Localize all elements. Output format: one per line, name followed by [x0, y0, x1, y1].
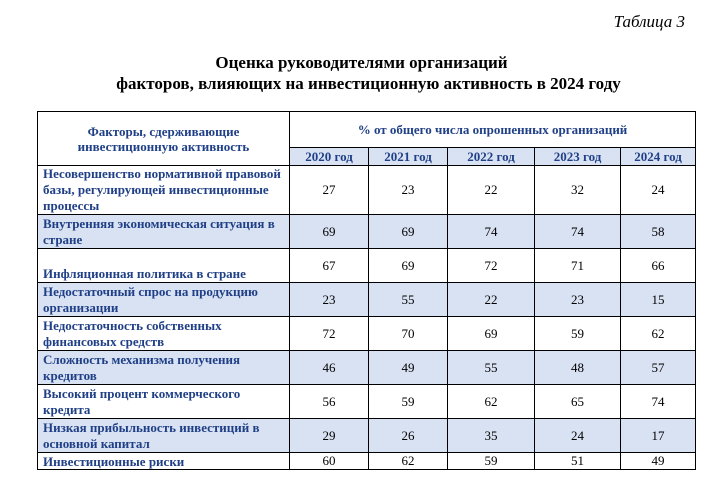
value-cell: 74	[621, 385, 696, 419]
year-header: 2020 год	[290, 148, 369, 166]
value-cell: 24	[535, 419, 621, 453]
document-title	[0, 52, 723, 94]
value-cell: 46	[290, 351, 369, 385]
factor-cell: Инвестиционные риски	[38, 453, 290, 470]
value-cell: 27	[290, 166, 369, 215]
value-cell: 49	[369, 351, 448, 385]
year-header: 2021 год	[369, 148, 448, 166]
value-cell: 69	[290, 215, 369, 249]
title-line-2: факторов, влияющих на инвестиционную активность в 2024 году	[116, 74, 621, 93]
value-cell: 72	[448, 249, 535, 283]
factor-cell: Низкая прибыльность инвестиций в основной капитал	[38, 419, 290, 453]
factors-table	[37, 111, 696, 470]
factor-cell: Недостаточность собственных финансовых средств	[38, 317, 290, 351]
table-row	[38, 453, 696, 470]
value-cell: 59	[448, 453, 535, 470]
value-cell: 23	[290, 283, 369, 317]
factor-cell: Недостаточный спрос на продукцию организации	[38, 283, 290, 317]
factor-column-header: Факторы, сдерживающие инвестиционную активность	[38, 112, 290, 166]
table-row	[38, 215, 696, 249]
value-cell: 59	[535, 317, 621, 351]
factor-cell: Инфляционная политика в стране	[38, 249, 290, 283]
table-row	[38, 419, 696, 453]
value-cell: 74	[448, 215, 535, 249]
value-cell: 74	[535, 215, 621, 249]
year-header: 2022 год	[448, 148, 535, 166]
value-cell: 48	[535, 351, 621, 385]
value-cell: 35	[448, 419, 535, 453]
value-cell: 69	[448, 317, 535, 351]
table-row	[38, 283, 696, 317]
value-cell: 15	[621, 283, 696, 317]
value-cell: 71	[535, 249, 621, 283]
value-cell: 60	[290, 453, 369, 470]
title-line-1: Оценка руководителями организаций	[215, 53, 508, 72]
value-cell: 66	[621, 249, 696, 283]
value-cell: 51	[535, 453, 621, 470]
value-cell: 24	[621, 166, 696, 215]
value-cell: 57	[621, 351, 696, 385]
value-cell: 22	[448, 283, 535, 317]
percent-column-header: % от общего числа опрошенных организаций	[290, 112, 696, 148]
value-cell: 70	[369, 317, 448, 351]
factor-cell: Внутренняя экономическая ситуация в стране	[38, 215, 290, 249]
value-cell: 23	[535, 283, 621, 317]
value-cell: 65	[535, 385, 621, 419]
value-cell: 72	[290, 317, 369, 351]
value-cell: 67	[290, 249, 369, 283]
factor-cell: Сложность механизма получения кредитов	[38, 351, 290, 385]
factor-cell: Высокий процент коммерческого кредита	[38, 385, 290, 419]
value-cell: 23	[369, 166, 448, 215]
value-cell: 56	[290, 385, 369, 419]
table-row	[38, 249, 696, 283]
value-cell: 22	[448, 166, 535, 215]
table-row	[38, 317, 696, 351]
value-cell: 26	[369, 419, 448, 453]
table-number-label: Таблица 3	[613, 12, 685, 31]
value-cell: 55	[448, 351, 535, 385]
year-header: 2024 год	[621, 148, 696, 166]
table-row	[38, 385, 696, 419]
value-cell: 62	[448, 385, 535, 419]
value-cell: 29	[290, 419, 369, 453]
table-row	[38, 166, 696, 215]
value-cell: 55	[369, 283, 448, 317]
value-cell: 69	[369, 249, 448, 283]
value-cell: 32	[535, 166, 621, 215]
value-cell: 58	[621, 215, 696, 249]
value-cell: 59	[369, 385, 448, 419]
table-row	[38, 351, 696, 385]
value-cell: 62	[621, 317, 696, 351]
value-cell: 69	[369, 215, 448, 249]
value-cell: 62	[369, 453, 448, 470]
year-header: 2023 год	[535, 148, 621, 166]
value-cell: 17	[621, 419, 696, 453]
value-cell: 49	[621, 453, 696, 470]
factor-cell: Несовершенство нормативной правовой базы, регулирующей инвестиционные процессы	[38, 166, 290, 215]
